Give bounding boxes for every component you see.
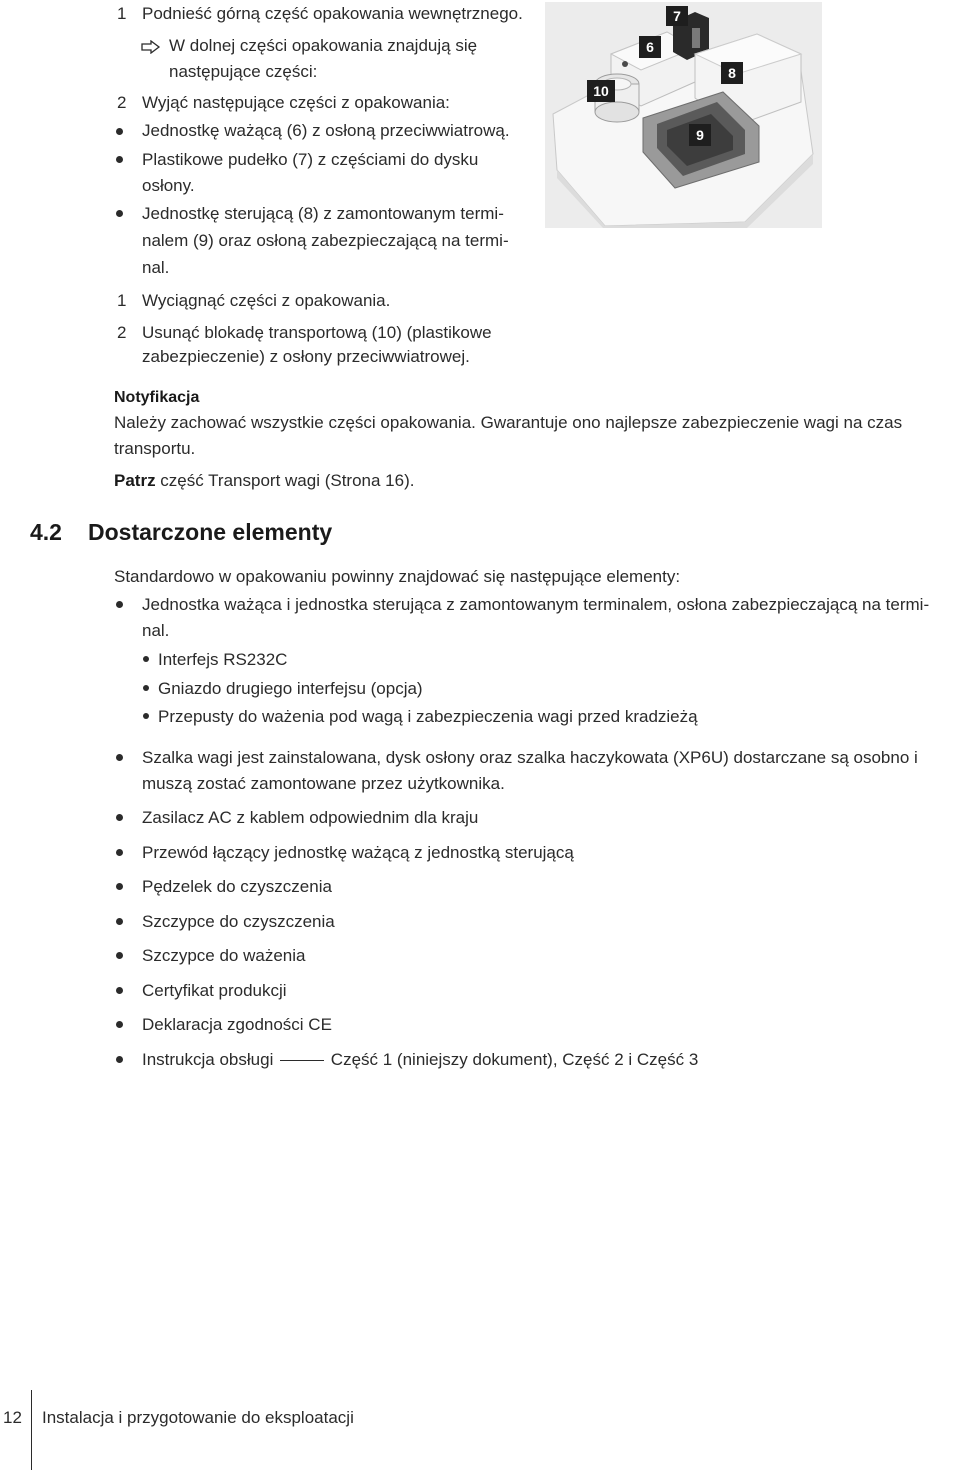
bullet-icon (116, 601, 123, 608)
list-item: Szczypce do ważenia (142, 946, 306, 965)
list-item (142, 1049, 698, 1071)
bullet-icon (116, 849, 123, 856)
photo-label-7: 7 (673, 8, 681, 24)
sub-bullet-icon (143, 656, 149, 662)
list-item: Szczypce do czyszczenia (142, 912, 335, 931)
step-1-number: 1 (117, 4, 127, 23)
bullet-icon (116, 210, 123, 217)
list-item: Certyfikat produkcji (142, 981, 287, 1000)
step-2b-text: Usunąć blokadę transportową (10) (plastikowe (142, 323, 492, 342)
bullet-text: Jednostkę sterującą (8) z zamontowanym termi- (142, 204, 504, 223)
bullet-text: Jednostkę ważącą (6) z osłoną przeciwwiatrową. (142, 121, 510, 140)
result-text-line2: następujące części: (169, 62, 318, 81)
section-intro: Standardowo w opakowaniu powinny znajdować się następujące elementy: (114, 567, 681, 586)
list-item: Pędzelek do czyszczenia (142, 877, 332, 896)
footer-title: Instalacja i przygotowanie do eksploatacji (42, 1408, 354, 1427)
list-item: Przewód łączący jednostkę ważącą z jednostką sterującą (142, 843, 574, 862)
sub-list-item: Interfejs RS232C (158, 650, 288, 669)
step-2-text: Wyjąć następujące części z opakowania: (142, 93, 450, 112)
step-1b-text: Wyciągnąć części z opakowania. (142, 291, 391, 310)
bullet-icon (116, 918, 123, 925)
sub-list-item: Przepusty do ważenia pod wagą i zabezpieczenia wagi przed kradzieżą (158, 707, 698, 726)
photo-label-9: 9 (696, 127, 704, 143)
sub-list-item: Gniazdo drugiego interfejsu (opcja) (158, 679, 423, 698)
step-2-number: 2 (117, 93, 127, 112)
list-item-part: Część 1 (niniejszy dokument), Część 2 i Część 3 (326, 1050, 699, 1069)
bullet-icon (116, 814, 123, 821)
notice-title: Notyfikacja (114, 389, 200, 406)
list-item: muszą zostać zamontowane przez użytkownika. (142, 774, 505, 793)
section-title: Dostarczone elementy (88, 519, 333, 545)
notice-text-line1: Należy zachować wszystkie części opakowania. Gwarantuje ono najlepsze zabezpieczenie wagi na czas (114, 413, 903, 432)
em-dash-line (280, 1060, 324, 1061)
see-link-text[interactable]: część Transport wagi (Strona 16). (155, 471, 415, 490)
step-1-text: Podnieść górną część opakowania wewnętrznego. (142, 4, 523, 23)
bullet-icon (116, 156, 123, 163)
bullet-icon (116, 754, 123, 761)
step-2b-number: 2 (117, 323, 127, 342)
section-number: 4.2 (30, 519, 62, 545)
result-arrow-icon (141, 40, 161, 54)
bullet-icon (116, 128, 123, 135)
list-item: Szalka wagi jest zainstalowana, dysk osłony oraz szalka haczykowata (XP6U) dostarczane są osobno i (142, 748, 918, 767)
see-label: Patrz (114, 471, 156, 490)
sub-bullet-icon (143, 713, 149, 719)
photo-label-6: 6 (646, 39, 654, 55)
bullet-icon (116, 987, 123, 994)
list-item: nal. (142, 621, 170, 640)
bullet-icon (116, 1021, 123, 1028)
list-item: Deklaracja zgodności CE (142, 1015, 332, 1034)
bullet-icon (116, 952, 123, 959)
result-text-line1: W dolnej części opakowania znajdują się (169, 36, 478, 55)
footer-divider (31, 1390, 32, 1470)
photo-label-10: 10 (593, 83, 609, 99)
list-item: Zasilacz AC z kablem odpowiednim dla kraju (142, 808, 479, 827)
bullet-icon (116, 883, 123, 890)
step-1b-number: 1 (117, 291, 127, 310)
bullet-text: nal. (142, 258, 170, 277)
bullet-text: nalem (9) oraz osłoną zabezpieczającą na termi- (142, 231, 509, 250)
list-item: Jednostka ważąca i jednostka sterująca z zamontowanym terminalem, osłona zabezpieczającą na termi- (142, 595, 930, 614)
bullet-text: Plastikowe pudełko (7) z częściami do dysku (142, 150, 479, 169)
page-number: 12 (3, 1408, 22, 1427)
sub-bullet-icon (143, 685, 149, 691)
bullet-icon (116, 1056, 123, 1063)
list-item-part: Instrukcja obsługi (142, 1050, 279, 1069)
bullet-text: osłony. (142, 176, 195, 195)
packaging-photo (545, 2, 822, 228)
notice-text-line2: transportu. (114, 439, 196, 458)
step-2b-text: zabezpieczenie) z osłony przeciwwiatrowej. (142, 347, 470, 366)
photo-label-8: 8 (728, 65, 736, 81)
notice-see-ref (114, 470, 414, 492)
